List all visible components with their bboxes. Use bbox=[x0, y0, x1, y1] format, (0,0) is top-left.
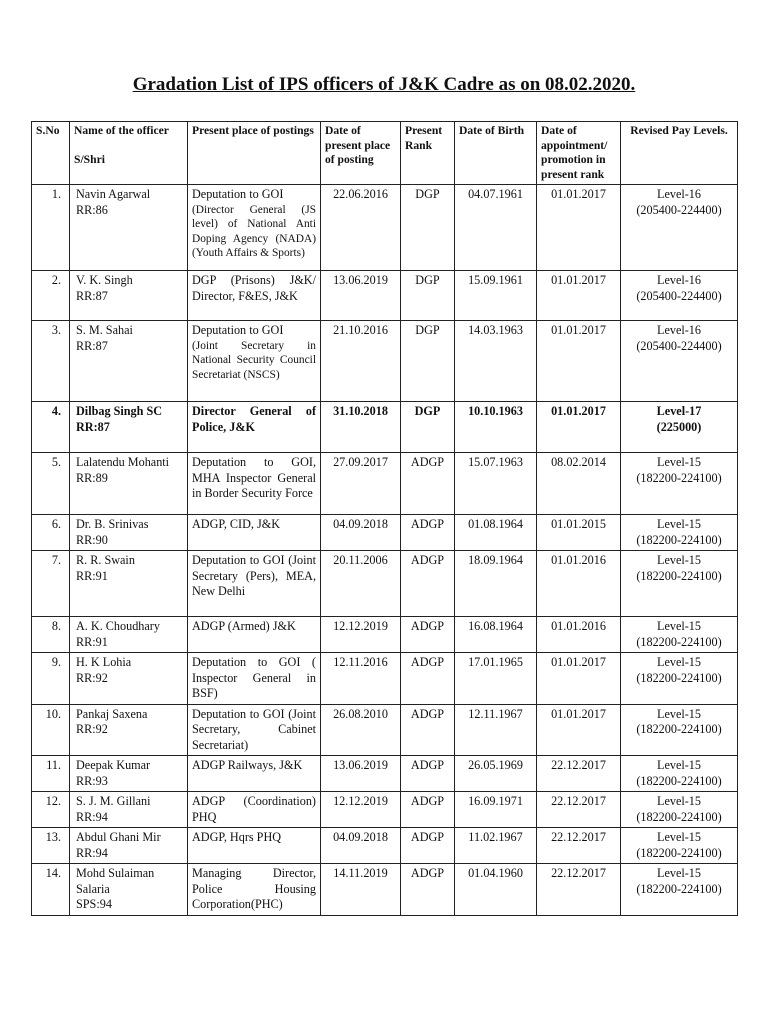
date-posting-text: 21.10.2016 bbox=[333, 323, 388, 337]
cell-pay bbox=[621, 321, 738, 402]
dob-text: 01.04.1960 bbox=[468, 866, 523, 880]
table-row bbox=[32, 271, 738, 321]
pay-level: Level-16 bbox=[657, 187, 701, 201]
cell-dob bbox=[455, 864, 537, 916]
sno-text: 7. bbox=[51, 553, 61, 567]
date-appointment-text: 01.01.2016 bbox=[551, 619, 606, 633]
sno-text: 10. bbox=[45, 706, 61, 721]
cell-date-appointment bbox=[537, 704, 621, 756]
cell-date-appointment bbox=[537, 617, 621, 653]
rank-text: DGP bbox=[415, 273, 440, 287]
dob-text: 14.03.1963 bbox=[468, 323, 523, 337]
cell-officer-name bbox=[70, 864, 188, 916]
rank-text: ADGP bbox=[410, 830, 445, 844]
officer-batch: RR:91 bbox=[76, 634, 108, 649]
table-row bbox=[32, 185, 738, 271]
header-posting: Present place of postings bbox=[188, 122, 321, 185]
cell-rank bbox=[401, 515, 455, 551]
posting-text: Deputation to GOI (Joint Secretary, Cabinet Secretariat) bbox=[192, 706, 316, 752]
table-row bbox=[32, 864, 738, 916]
cell-dob bbox=[455, 617, 537, 653]
header-rank: Present Rank bbox=[401, 122, 455, 185]
pay-range: (205400-224400) bbox=[636, 202, 722, 217]
officer-batch: RR:86 bbox=[76, 202, 108, 217]
cell-dob bbox=[455, 653, 537, 705]
cell-date-posting bbox=[321, 185, 401, 271]
cell-rank bbox=[401, 321, 455, 402]
cell-sno bbox=[32, 864, 70, 916]
cell-date-appointment bbox=[537, 653, 621, 705]
officer-name: Lalatendu Mohanti bbox=[76, 455, 170, 469]
cell-officer-name bbox=[70, 402, 188, 453]
date-appointment-text: 01.01.2016 bbox=[551, 553, 606, 567]
dob-text: 04.07.1961 bbox=[468, 187, 523, 201]
cell-posting bbox=[188, 828, 321, 864]
cell-dob bbox=[455, 271, 537, 321]
officer-batch: RR:87 bbox=[76, 288, 108, 303]
dob-text: 15.09.1961 bbox=[468, 273, 523, 287]
cell-posting bbox=[188, 271, 321, 321]
officer-name: Dr. B. Srinivas bbox=[76, 517, 149, 531]
dob-text: 18.09.1964 bbox=[468, 553, 523, 567]
officer-name: Abdul Ghani Mir bbox=[76, 830, 161, 844]
cell-sno bbox=[32, 617, 70, 653]
date-appointment-text: 22.12.2017 bbox=[551, 866, 606, 880]
rank-text: ADGP bbox=[410, 619, 445, 633]
rank-text: ADGP bbox=[410, 758, 445, 772]
header-date-posting: Date of present place of posting bbox=[321, 122, 401, 185]
cell-posting bbox=[188, 792, 321, 828]
cell-date-posting bbox=[321, 551, 401, 617]
pay-level: Level-17 bbox=[656, 404, 702, 418]
cell-posting bbox=[188, 704, 321, 756]
posting-text: ADGP Railways, J&K bbox=[192, 758, 303, 772]
cell-pay bbox=[621, 402, 738, 453]
officer-batch: RR:89 bbox=[76, 470, 108, 485]
date-appointment-text: 01.01.2017 bbox=[551, 323, 606, 337]
cell-dob bbox=[455, 185, 537, 271]
table-row bbox=[32, 704, 738, 756]
cell-rank bbox=[401, 792, 455, 828]
header-name: Name of the officer S/Shri bbox=[70, 122, 188, 185]
cell-rank bbox=[401, 704, 455, 756]
posting-text: Deputation to GOI bbox=[192, 323, 284, 337]
posting-text: DGP (Prisons) J&K/ Director, F&ES, J&K bbox=[192, 273, 316, 303]
sno-text: 14. bbox=[45, 866, 61, 880]
cell-dob bbox=[455, 453, 537, 515]
date-posting-text: 14.11.2019 bbox=[333, 866, 388, 880]
pay-level: Level-15 bbox=[657, 758, 701, 772]
pay-range: (205400-224400) bbox=[636, 288, 722, 303]
officer-name: A. K. Choudhary bbox=[76, 619, 160, 633]
posting-detail: (Joint Secretary in National Security Council Secretariat (NSCS) bbox=[192, 339, 316, 381]
cell-pay bbox=[621, 515, 738, 551]
cell-dob bbox=[455, 551, 537, 617]
dob-text: 16.08.1964 bbox=[468, 619, 523, 633]
table-row bbox=[32, 321, 738, 402]
pay-level: Level-15 bbox=[657, 455, 701, 469]
officer-batch: RR:94 bbox=[76, 809, 108, 824]
officer-batch: RR:87 bbox=[76, 338, 108, 353]
posting-text: ADGP (Armed) J&K bbox=[192, 619, 296, 633]
cell-sno bbox=[32, 271, 70, 321]
cell-rank bbox=[401, 453, 455, 515]
cell-sno bbox=[32, 653, 70, 705]
date-posting-text: 31.10.2018 bbox=[333, 404, 388, 418]
sno-text: 11. bbox=[46, 758, 61, 772]
sno-text: 2. bbox=[51, 273, 61, 287]
cell-date-posting bbox=[321, 453, 401, 515]
cell-date-posting bbox=[321, 864, 401, 916]
date-posting-text: 13.06.2019 bbox=[333, 273, 388, 287]
pay-range: (182200-224100) bbox=[636, 634, 722, 649]
rank-text: DGP bbox=[415, 323, 440, 337]
officer-batch: RR:93 bbox=[76, 773, 108, 788]
pay-range: (182200-224100) bbox=[636, 670, 722, 685]
cell-officer-name bbox=[70, 515, 188, 551]
cell-date-posting bbox=[321, 704, 401, 756]
table-row bbox=[32, 551, 738, 617]
cell-pay bbox=[621, 617, 738, 653]
cell-dob bbox=[455, 515, 537, 551]
cell-posting bbox=[188, 653, 321, 705]
cell-date-appointment bbox=[537, 551, 621, 617]
date-posting-text: 04.09.2018 bbox=[333, 830, 388, 844]
cell-posting bbox=[188, 515, 321, 551]
cell-rank bbox=[401, 402, 455, 453]
cell-rank bbox=[401, 271, 455, 321]
cell-pay bbox=[621, 271, 738, 321]
officer-name: V. K. Singh bbox=[76, 273, 133, 287]
cell-date-appointment bbox=[537, 453, 621, 515]
cell-date-appointment bbox=[537, 828, 621, 864]
cell-date-appointment bbox=[537, 756, 621, 792]
sno-text: 6. bbox=[51, 517, 61, 531]
sno-text: 12. bbox=[45, 794, 61, 808]
document-title: Gradation List of IPS officers of J&K Cadre as on 08.02.2020. bbox=[132, 74, 636, 95]
posting-text: Director General of Police, J&K bbox=[192, 404, 316, 434]
cell-date-posting bbox=[321, 792, 401, 828]
officer-name: Pankaj Saxena bbox=[76, 706, 148, 721]
pay-range: (182200-224100) bbox=[636, 845, 722, 860]
table-row bbox=[32, 756, 738, 792]
cell-pay bbox=[621, 653, 738, 705]
posting-text: Deputation to GOI (Joint Secretary (Pers), MEA, New Delhi bbox=[192, 553, 316, 598]
cell-posting bbox=[188, 864, 321, 916]
pay-level: Level-15 bbox=[657, 830, 701, 844]
pay-range: (182200-224100) bbox=[636, 470, 722, 485]
cell-date-appointment bbox=[537, 864, 621, 916]
cell-sno bbox=[32, 828, 70, 864]
cell-pay bbox=[621, 792, 738, 828]
posting-text: Deputation to GOI ( Inspector General in BSF) bbox=[192, 655, 316, 700]
date-appointment-text: 22.12.2017 bbox=[551, 758, 606, 772]
date-posting-text: 12.12.2019 bbox=[333, 794, 388, 808]
cell-officer-name bbox=[70, 704, 188, 756]
date-appointment-text: 01.01.2017 bbox=[551, 404, 606, 418]
cell-posting bbox=[188, 321, 321, 402]
posting-text: Managing Director, Police Housing Corporation(PHC) bbox=[192, 866, 316, 911]
cell-date-posting bbox=[321, 271, 401, 321]
date-posting-text: 20.11.2006 bbox=[333, 553, 388, 567]
dob-text: 15.07.1963 bbox=[468, 455, 523, 469]
cell-dob bbox=[455, 792, 537, 828]
date-posting-text: 22.06.2016 bbox=[333, 187, 388, 201]
pay-level: Level-16 bbox=[657, 323, 701, 337]
cell-pay bbox=[621, 185, 738, 271]
table-row bbox=[32, 653, 738, 705]
officer-batch: RR:92 bbox=[76, 670, 108, 685]
cell-pay bbox=[621, 453, 738, 515]
dob-text: 17.01.1965 bbox=[468, 655, 523, 669]
dob-text: 01.08.1964 bbox=[468, 517, 523, 531]
officer-batch: RR:94 bbox=[76, 845, 108, 860]
cell-dob bbox=[455, 756, 537, 792]
cell-sno bbox=[32, 756, 70, 792]
cell-dob bbox=[455, 704, 537, 756]
rank-text: ADGP bbox=[410, 517, 445, 531]
officer-name: Dilbag Singh SC bbox=[76, 404, 163, 418]
cell-date-posting bbox=[321, 653, 401, 705]
cell-officer-name bbox=[70, 321, 188, 402]
cell-date-posting bbox=[321, 515, 401, 551]
date-appointment-text: 22.12.2017 bbox=[551, 830, 606, 844]
cell-posting bbox=[188, 617, 321, 653]
header-pay: Revised Pay Levels. bbox=[621, 122, 738, 185]
date-appointment-text: 01.01.2017 bbox=[551, 655, 606, 669]
date-appointment-text: 01.01.2015 bbox=[551, 517, 606, 531]
table-row bbox=[32, 617, 738, 653]
header-date-appointment: Date of appointment/ promotion in present rank bbox=[537, 122, 621, 185]
table-row bbox=[32, 828, 738, 864]
cell-rank bbox=[401, 185, 455, 271]
cell-officer-name bbox=[70, 551, 188, 617]
pay-level: Level-15 bbox=[657, 706, 701, 721]
sno-text: 3. bbox=[51, 323, 61, 337]
pay-range: (225000) bbox=[656, 419, 702, 434]
cell-officer-name bbox=[70, 185, 188, 271]
table-row bbox=[32, 515, 738, 551]
pay-level: Level-16 bbox=[657, 273, 701, 287]
cell-sno bbox=[32, 551, 70, 617]
cell-rank bbox=[401, 551, 455, 617]
pay-range: (205400-224400) bbox=[636, 338, 722, 353]
cell-posting bbox=[188, 551, 321, 617]
pay-level: Level-15 bbox=[657, 619, 701, 633]
officer-name: Mohd Sulaiman Salaria bbox=[76, 866, 155, 896]
cell-dob bbox=[455, 321, 537, 402]
header-sno: S.No bbox=[32, 122, 70, 185]
cell-sno bbox=[32, 515, 70, 551]
cell-date-posting bbox=[321, 617, 401, 653]
cell-officer-name bbox=[70, 271, 188, 321]
officer-batch: SPS:94 bbox=[76, 897, 112, 911]
cell-date-appointment bbox=[537, 515, 621, 551]
cell-sno bbox=[32, 402, 70, 453]
cell-date-posting bbox=[321, 402, 401, 453]
officer-name: S. M. Sahai bbox=[76, 323, 133, 337]
date-appointment-text: 01.01.2017 bbox=[551, 706, 606, 721]
cell-date-posting bbox=[321, 756, 401, 792]
cell-date-appointment bbox=[537, 321, 621, 402]
cell-rank bbox=[401, 617, 455, 653]
pay-range: (182200-224100) bbox=[636, 568, 722, 583]
pay-range: (182200-224100) bbox=[636, 881, 722, 896]
cell-pay bbox=[621, 756, 738, 792]
gradation-table bbox=[31, 121, 738, 916]
pay-level: Level-15 bbox=[657, 655, 701, 669]
sno-text: 8. bbox=[51, 619, 61, 633]
pay-range: (182200-224100) bbox=[636, 773, 722, 788]
dob-text: 10.10.1963 bbox=[468, 404, 523, 418]
officer-batch: RR:90 bbox=[76, 532, 108, 547]
dob-text: 11.02.1967 bbox=[468, 830, 523, 844]
officer-batch: RR:92 bbox=[76, 722, 108, 736]
pay-level: Level-15 bbox=[657, 794, 701, 808]
date-posting-text: 13.06.2019 bbox=[333, 758, 388, 772]
cell-date-posting bbox=[321, 828, 401, 864]
date-appointment-text: 22.12.2017 bbox=[551, 794, 606, 808]
officer-batch: RR:87 bbox=[76, 419, 110, 434]
date-appointment-text: 01.01.2017 bbox=[551, 187, 606, 201]
cell-pay bbox=[621, 704, 738, 756]
posting-text: ADGP, Hqrs PHQ bbox=[192, 830, 282, 844]
officer-batch: RR:91 bbox=[76, 568, 108, 583]
cell-sno bbox=[32, 453, 70, 515]
cell-date-appointment bbox=[537, 402, 621, 453]
posting-text: Deputation to GOI, MHA Inspector General in Border Security Force bbox=[192, 455, 316, 500]
date-posting-text: 27.09.2017 bbox=[333, 455, 388, 469]
cell-pay bbox=[621, 551, 738, 617]
cell-date-appointment bbox=[537, 271, 621, 321]
officer-name: R. R. Swain bbox=[76, 553, 135, 567]
dob-text: 16.09.1971 bbox=[468, 794, 523, 808]
rank-text: ADGP bbox=[410, 455, 445, 469]
cell-date-posting bbox=[321, 321, 401, 402]
dob-text: 26.05.1969 bbox=[468, 758, 523, 772]
cell-posting bbox=[188, 756, 321, 792]
posting-detail: (Director General (JS level) of National Anti Doping Agency (NADA) (Youth Affairs & Sports) bbox=[192, 203, 316, 259]
officer-name: H. K Lohia bbox=[76, 655, 132, 669]
rank-text: ADGP bbox=[410, 794, 445, 808]
cell-officer-name bbox=[70, 617, 188, 653]
pay-range: (182200-224100) bbox=[636, 722, 722, 736]
date-appointment-text: 01.01.2017 bbox=[551, 273, 606, 287]
cell-posting bbox=[188, 402, 321, 453]
cell-date-appointment bbox=[537, 185, 621, 271]
pay-level: Level-15 bbox=[657, 866, 701, 880]
rank-text: DGP bbox=[414, 404, 441, 418]
sno-text: 1. bbox=[51, 187, 61, 201]
date-posting-text: 26.08.2010 bbox=[333, 706, 388, 721]
date-posting-text: 12.12.2019 bbox=[333, 619, 388, 633]
pay-level: Level-15 bbox=[657, 553, 701, 567]
cell-officer-name bbox=[70, 453, 188, 515]
cell-sno bbox=[32, 704, 70, 756]
pay-range: (182200-224100) bbox=[636, 532, 722, 547]
table-row bbox=[32, 792, 738, 828]
cell-officer-name bbox=[70, 653, 188, 705]
pay-level: Level-15 bbox=[657, 517, 701, 531]
sno-text: 13. bbox=[45, 830, 61, 844]
officer-name: Deepak Kumar bbox=[76, 758, 151, 772]
rank-text: DGP bbox=[415, 187, 440, 201]
table-row bbox=[32, 453, 738, 515]
table-body bbox=[32, 185, 738, 916]
officer-name: Navin Agarwal bbox=[76, 187, 151, 201]
cell-rank bbox=[401, 756, 455, 792]
sno-text: 9. bbox=[51, 655, 61, 669]
sno-text: 4. bbox=[51, 404, 61, 418]
cell-officer-name bbox=[70, 828, 188, 864]
rank-text: ADGP bbox=[410, 866, 445, 880]
dob-text: 12.11.1967 bbox=[468, 706, 523, 721]
rank-text: ADGP bbox=[410, 553, 445, 567]
cell-rank bbox=[401, 828, 455, 864]
posting-text: ADGP (Coordination) PHQ bbox=[192, 794, 316, 824]
officer-name: S. J. M. Gillani bbox=[76, 794, 151, 808]
header-row bbox=[32, 122, 738, 185]
posting-text: Deputation to GOI bbox=[192, 187, 284, 201]
date-appointment-text: 08.02.2014 bbox=[551, 455, 606, 469]
rank-text: ADGP bbox=[410, 706, 445, 721]
cell-posting bbox=[188, 185, 321, 271]
cell-rank bbox=[401, 653, 455, 705]
cell-sno bbox=[32, 185, 70, 271]
cell-posting bbox=[188, 453, 321, 515]
pay-range: (182200-224100) bbox=[636, 809, 722, 824]
cell-dob bbox=[455, 828, 537, 864]
header-dob: Date of Birth bbox=[455, 122, 537, 185]
cell-date-appointment bbox=[537, 792, 621, 828]
cell-pay bbox=[621, 828, 738, 864]
cell-rank bbox=[401, 864, 455, 916]
cell-officer-name bbox=[70, 756, 188, 792]
sno-text: 5. bbox=[51, 455, 61, 469]
cell-officer-name bbox=[70, 792, 188, 828]
cell-dob bbox=[455, 402, 537, 453]
cell-pay bbox=[621, 864, 738, 916]
table-row bbox=[32, 402, 738, 453]
cell-sno bbox=[32, 792, 70, 828]
date-posting-text: 12.11.2016 bbox=[333, 655, 388, 669]
posting-text: ADGP, CID, J&K bbox=[192, 517, 281, 531]
cell-sno bbox=[32, 321, 70, 402]
date-posting-text: 04.09.2018 bbox=[333, 517, 388, 531]
rank-text: ADGP bbox=[410, 655, 445, 669]
